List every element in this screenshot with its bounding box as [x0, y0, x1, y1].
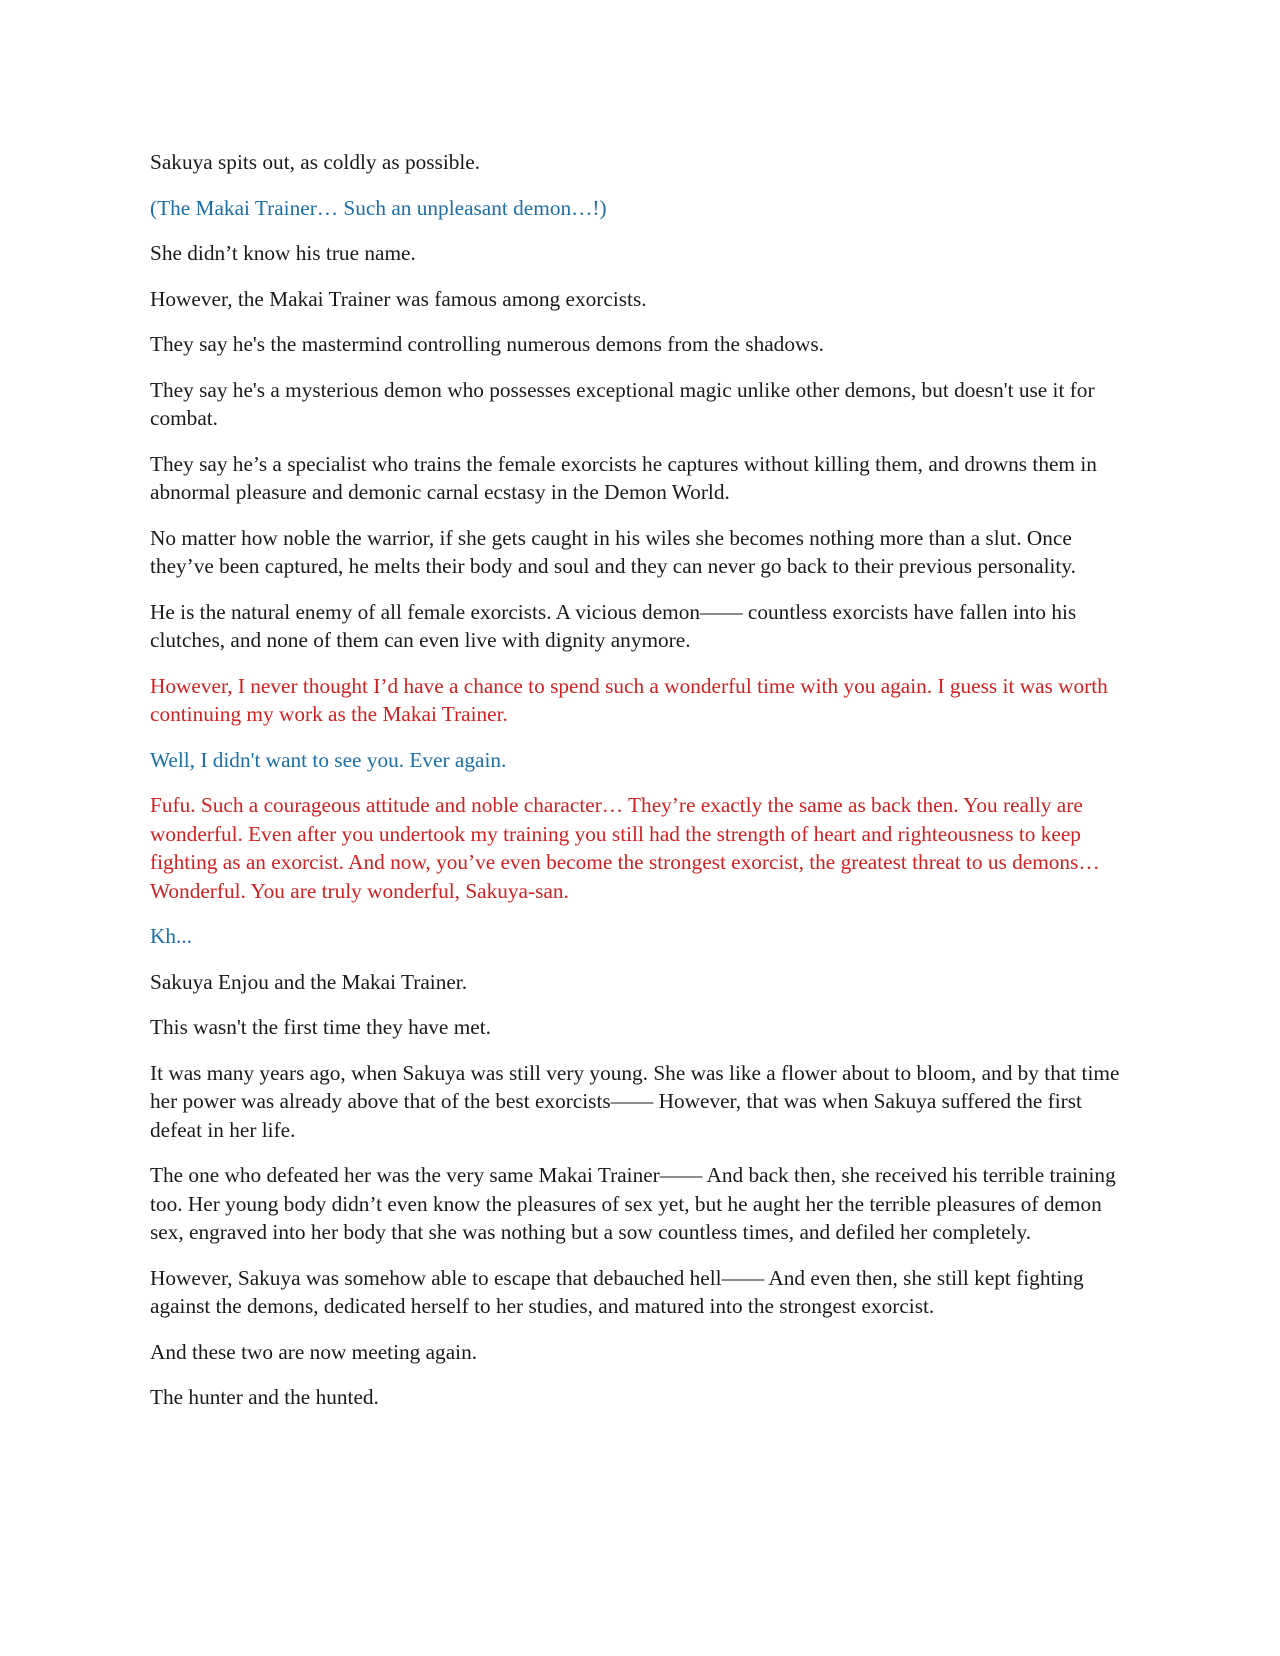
paragraph-sakuya-dialogue: Well, I didn't want to see you. Ever again.: [150, 747, 507, 772]
paragraph-narration: And these two are now meeting again.: [150, 1339, 478, 1364]
paragraph-narration: They say he's the mastermind controlling numerous demons from the shadows.: [150, 332, 824, 356]
paragraph-narration: The hunter and the hunted.: [150, 1385, 379, 1409]
paragraph-narration: This wasn't the first time they have met.: [150, 1015, 491, 1039]
paragraph-narration: Sakuya spits out, as coldly as possible.: [150, 150, 481, 174]
document-page: [150, 148, 1138, 1429]
paragraph-narration: It was many years ago, when Sakuya was still very young. She was like a flower about to bloom, and by that time her power was already above that of the best exorcists—— However, that was when Sakuya suffered the first defeat in her life.: [150, 1060, 1120, 1142]
paragraph-narration: However, Sakuya was somehow able to escape that debauched hell—— And even then, she still kept fighting against the demons, dedicated herself to her studies, and matured into the strongest exorcist.: [150, 1265, 1084, 1318]
paragraph-trainer-dialogue: However, I never thought I’d have a chance to spend such a wonderful time with you again. I guess it was worth continuing my work as the Makai Trainer.: [150, 673, 1108, 726]
paragraph-narration: She didn’t know his true name.: [150, 241, 416, 265]
paragraph-narration: They say he’s a specialist who trains the female exorcists he captures without killing them, and drowns them in abnormal pleasure and demonic carnal ecstasy in the Demon World.: [150, 451, 1097, 504]
paragraph-sakuya-thought: (The Makai Trainer… Such an unpleasant demon…!): [150, 195, 607, 220]
paragraph-sakuya-dialogue: Kh...: [150, 924, 193, 948]
paragraph-narration: They say he's a mysterious demon who possesses exceptional magic unlike other demons, but doesn't use it for combat.: [150, 377, 1095, 430]
paragraph-narration: The one who defeated her was the very same Makai Trainer—— And back then, she received his terrible training too. Her young body didn’t even know the pleasures of sex yet, but he aught her the terrible pleasures of demon sex, engraved into her body that she was nothing but a sow countless times, and defiled her completely.: [150, 1163, 1116, 1244]
paragraph-narration: He is the natural enemy of all female exorcists. A vicious demon—— countless exorcists have fallen into his clutches, and none of them can even live with dignity anymore.: [150, 599, 1077, 652]
paragraph-trainer-dialogue: Fufu. Such a courageous attitude and noble character… They’re exactly the same as back then. You really are wonderful. Even after you undertook my training you still had the strength of heart and righteousness to keep fighting as an exorcist. And now, you’ve even become the strongest exorcist, the greatest threat to us demons… Wonderful. You are truly wonderful, Sakuya-san.: [150, 793, 1100, 903]
paragraph-narration: Sakuya Enjou and the Makai Trainer.: [150, 969, 468, 994]
paragraph-narration: No matter how noble the warrior, if she gets caught in his wiles she becomes nothing more than a slut. Once they’ve been captured, he melts their body and soul and they can never go back to their previous personality.: [150, 525, 1076, 578]
paragraph-narration: However, the Makai Trainer was famous among exorcists.: [150, 286, 647, 311]
